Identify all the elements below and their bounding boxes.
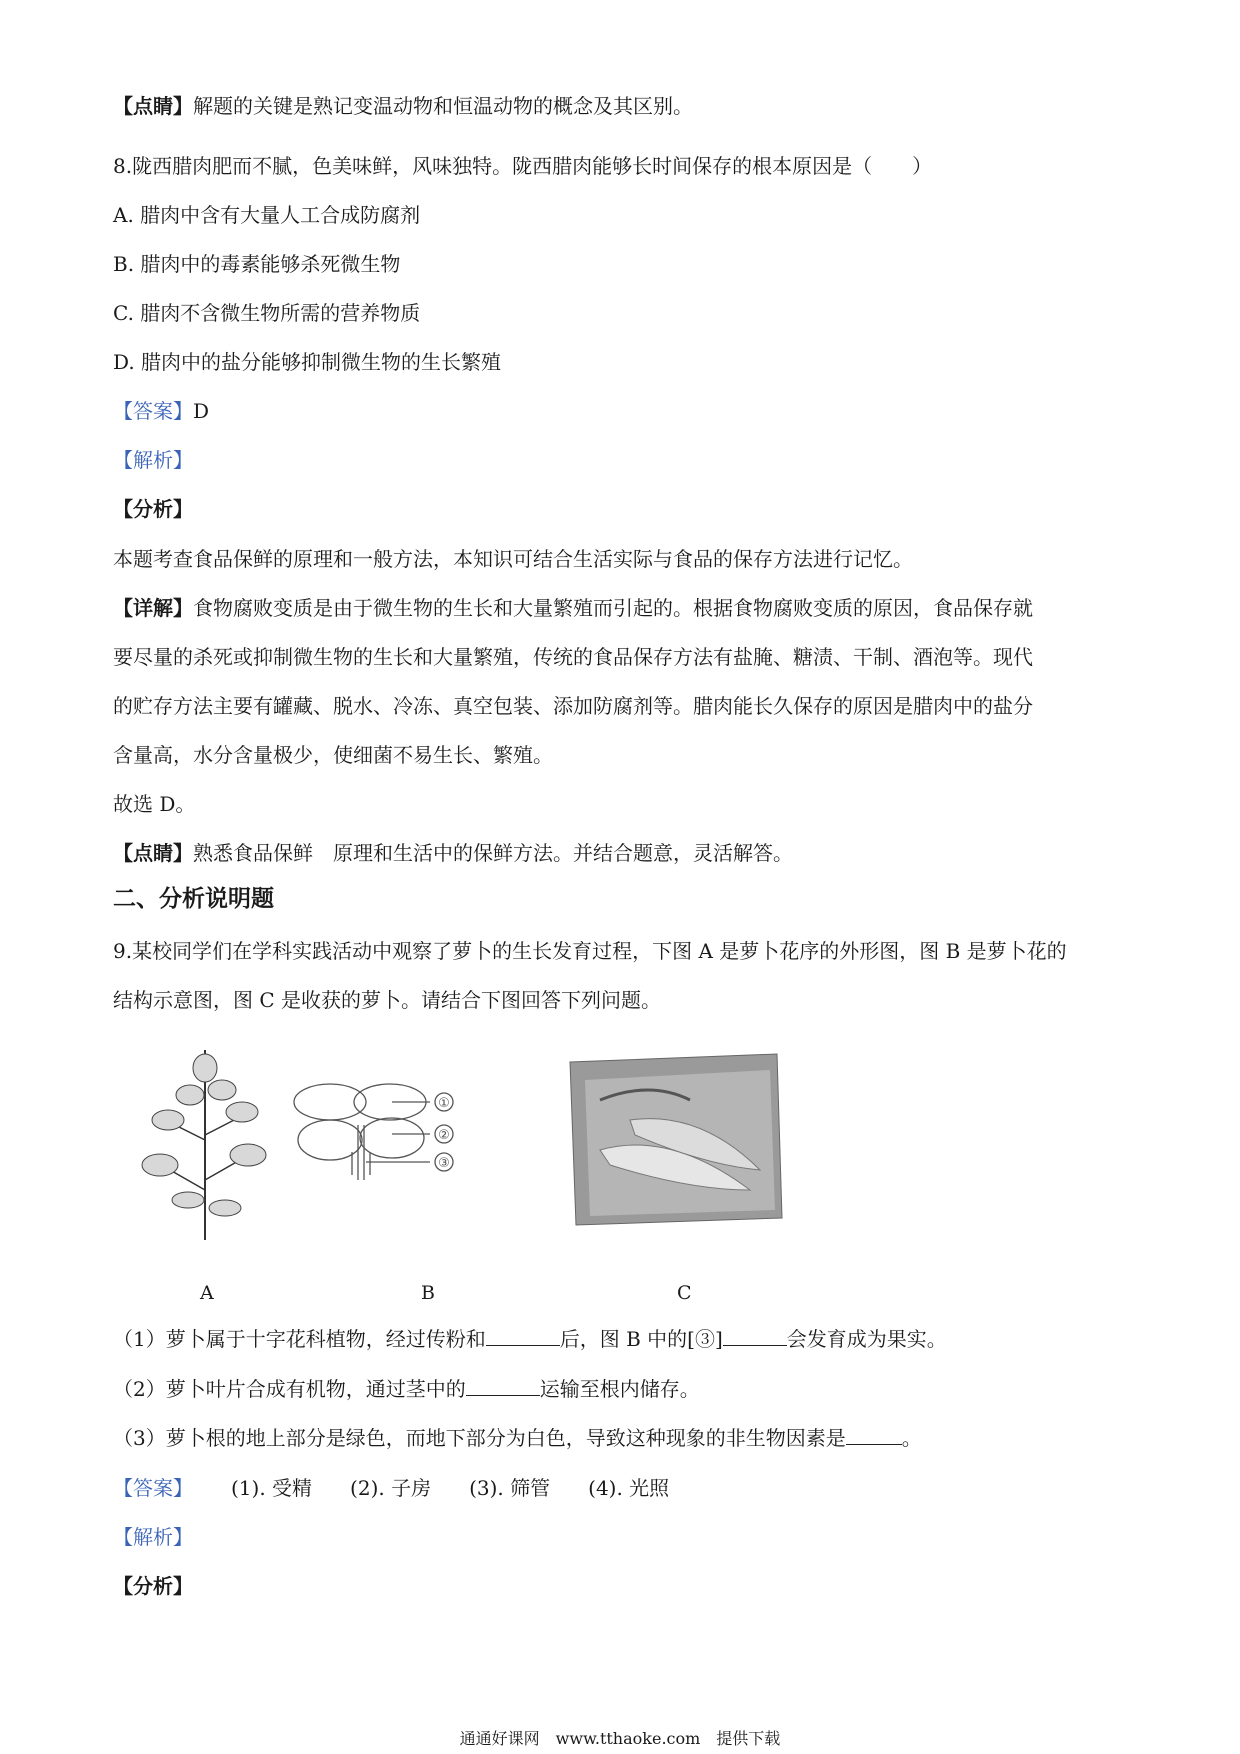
q8-option-b: B. 腊肉中的毒素能够杀死微生物 bbox=[113, 252, 401, 276]
answer-value: D bbox=[193, 399, 210, 423]
answer-blank-3[interactable] bbox=[466, 1375, 540, 1396]
figure-b-mark-3: ③ bbox=[438, 1156, 450, 1171]
figure-label-a: A bbox=[200, 1282, 214, 1304]
section-title: 二、分析说明题 bbox=[113, 885, 274, 912]
q8-analysis-tag: 【解析】 bbox=[113, 448, 193, 472]
sub2-text-b: 运输至根内储存。 bbox=[539, 1377, 700, 1401]
figure-label-b: B bbox=[421, 1282, 435, 1304]
prev-tip-line bbox=[113, 92, 693, 120]
answer-item-4: (4). 光照 bbox=[588, 1476, 670, 1500]
q9-sub3 bbox=[113, 1424, 922, 1452]
q8-fenxi-tag: 【分析】 bbox=[113, 497, 193, 521]
q9-answer-line bbox=[113, 1474, 669, 1502]
q8-tip-line bbox=[113, 839, 793, 867]
q8-detail-line-4: 含量高，水分含量极少，使细菌不易生长、繁殖。 bbox=[113, 743, 553, 767]
detail-tag: 【详解】 bbox=[113, 596, 193, 620]
tip-tag: 【点睛】 bbox=[113, 94, 193, 118]
q8-detail-line-1 bbox=[113, 594, 1033, 622]
sub1-text-b: 后，图 B 中的[③] bbox=[559, 1327, 723, 1351]
q8-conclusion: 故选 D。 bbox=[113, 792, 196, 816]
q8-option-c: C. 腊肉不含微生物所需的营养物质 bbox=[113, 301, 421, 325]
q8-fenxi-text: 本题考查食品保鲜的原理和一般方法，本知识可结合生活实际与食品的保存方法进行记忆。 bbox=[113, 547, 913, 571]
figure-b-mark-1: ① bbox=[438, 1096, 450, 1111]
q9-sub2 bbox=[113, 1375, 700, 1403]
answer-item-3: (3). 筛管 bbox=[469, 1476, 551, 1500]
q8-detail-line-2: 要尽量的杀死或抑制微生物的生长和大量繁殖，传统的食品保存方法有盐腌、糖渍、干制、酒泡等。现代 bbox=[113, 645, 1033, 669]
sub2-text-a: （2）萝卜叶片合成有机物，通过茎中的 bbox=[113, 1377, 466, 1401]
sub1-text-c: 会发育成为果实。 bbox=[786, 1327, 947, 1351]
figure-c-radish-photo bbox=[570, 1054, 782, 1225]
answer-blank-4[interactable] bbox=[846, 1424, 902, 1445]
answer-item-1: (1). 受精 bbox=[231, 1476, 313, 1500]
answer-item-2: (2). 子房 bbox=[350, 1476, 432, 1500]
q9-fenxi-tag: 【分析】 bbox=[113, 1574, 193, 1598]
page-footer: 通通好课网 www.tthaoke.com 提供下载 bbox=[459, 1729, 781, 1748]
answer-tag: 【答案】 bbox=[113, 399, 193, 423]
sub1-text-a: （1）萝卜属于十字花科植物，经过传粉和 bbox=[113, 1327, 486, 1351]
q8-answer-line bbox=[113, 397, 209, 425]
q9-stem-line-2: 结构示意图，图 C 是收获的萝卜。请结合下图回答下列问题。 bbox=[113, 988, 662, 1012]
q8-detail-line-3: 的贮存方法主要有罐藏、脱水、冷冻、真空包装、添加防腐剂等。腊肉能长久保存的原因是腊肉中的盐分 bbox=[113, 694, 1033, 718]
figure-a-inflorescence bbox=[142, 1050, 266, 1240]
q9-sub1 bbox=[113, 1325, 947, 1353]
figure-b-mark-2: ② bbox=[438, 1128, 450, 1143]
figure-b-flower-structure bbox=[294, 1084, 453, 1180]
sub3-text-a: （3）萝卜根的地上部分是绿色，而地下部分为白色，导致这种现象的非生物因素是 bbox=[113, 1426, 846, 1450]
q8-stem: 8.陇西腊肉肥而不腻，色美味鲜，风味独特。陇西腊肉能够长时间保存的根本原因是（ ） bbox=[113, 154, 933, 178]
q9-figures bbox=[130, 1040, 810, 1240]
answer-blank-2[interactable] bbox=[723, 1325, 787, 1346]
tip-tag: 【点睛】 bbox=[113, 841, 193, 865]
q9-analysis-tag: 【解析】 bbox=[113, 1525, 193, 1549]
answer-blank-1[interactable] bbox=[486, 1325, 560, 1346]
detail-text: 食物腐败变质是由于微生物的生长和大量繁殖而引起的。根据食物腐败变质的原因，食品保存就 bbox=[193, 596, 1033, 620]
answer-tag: 【答案】 bbox=[113, 1476, 193, 1500]
q8-option-d: D. 腊肉中的盐分能够抑制微生物的生长繁殖 bbox=[113, 350, 502, 374]
tip-text: 解题的关键是熟记变温动物和恒温动物的概念及其区别。 bbox=[193, 94, 693, 118]
sub3-text-b: 。 bbox=[901, 1426, 922, 1450]
tip-text: 熟悉食品保鲜 原理和生活中的保鲜方法。并结合题意，灵活解答。 bbox=[193, 841, 793, 865]
q8-option-a: A. 腊肉中含有大量人工合成防腐剂 bbox=[113, 203, 421, 227]
figure-label-c: C bbox=[677, 1282, 692, 1304]
q9-stem-line-1: 9.某校同学们在学科实践活动中观察了萝卜的生长发育过程，下图 A 是萝卜花序的外形图，图 B 是萝卜花的 bbox=[113, 939, 1067, 963]
